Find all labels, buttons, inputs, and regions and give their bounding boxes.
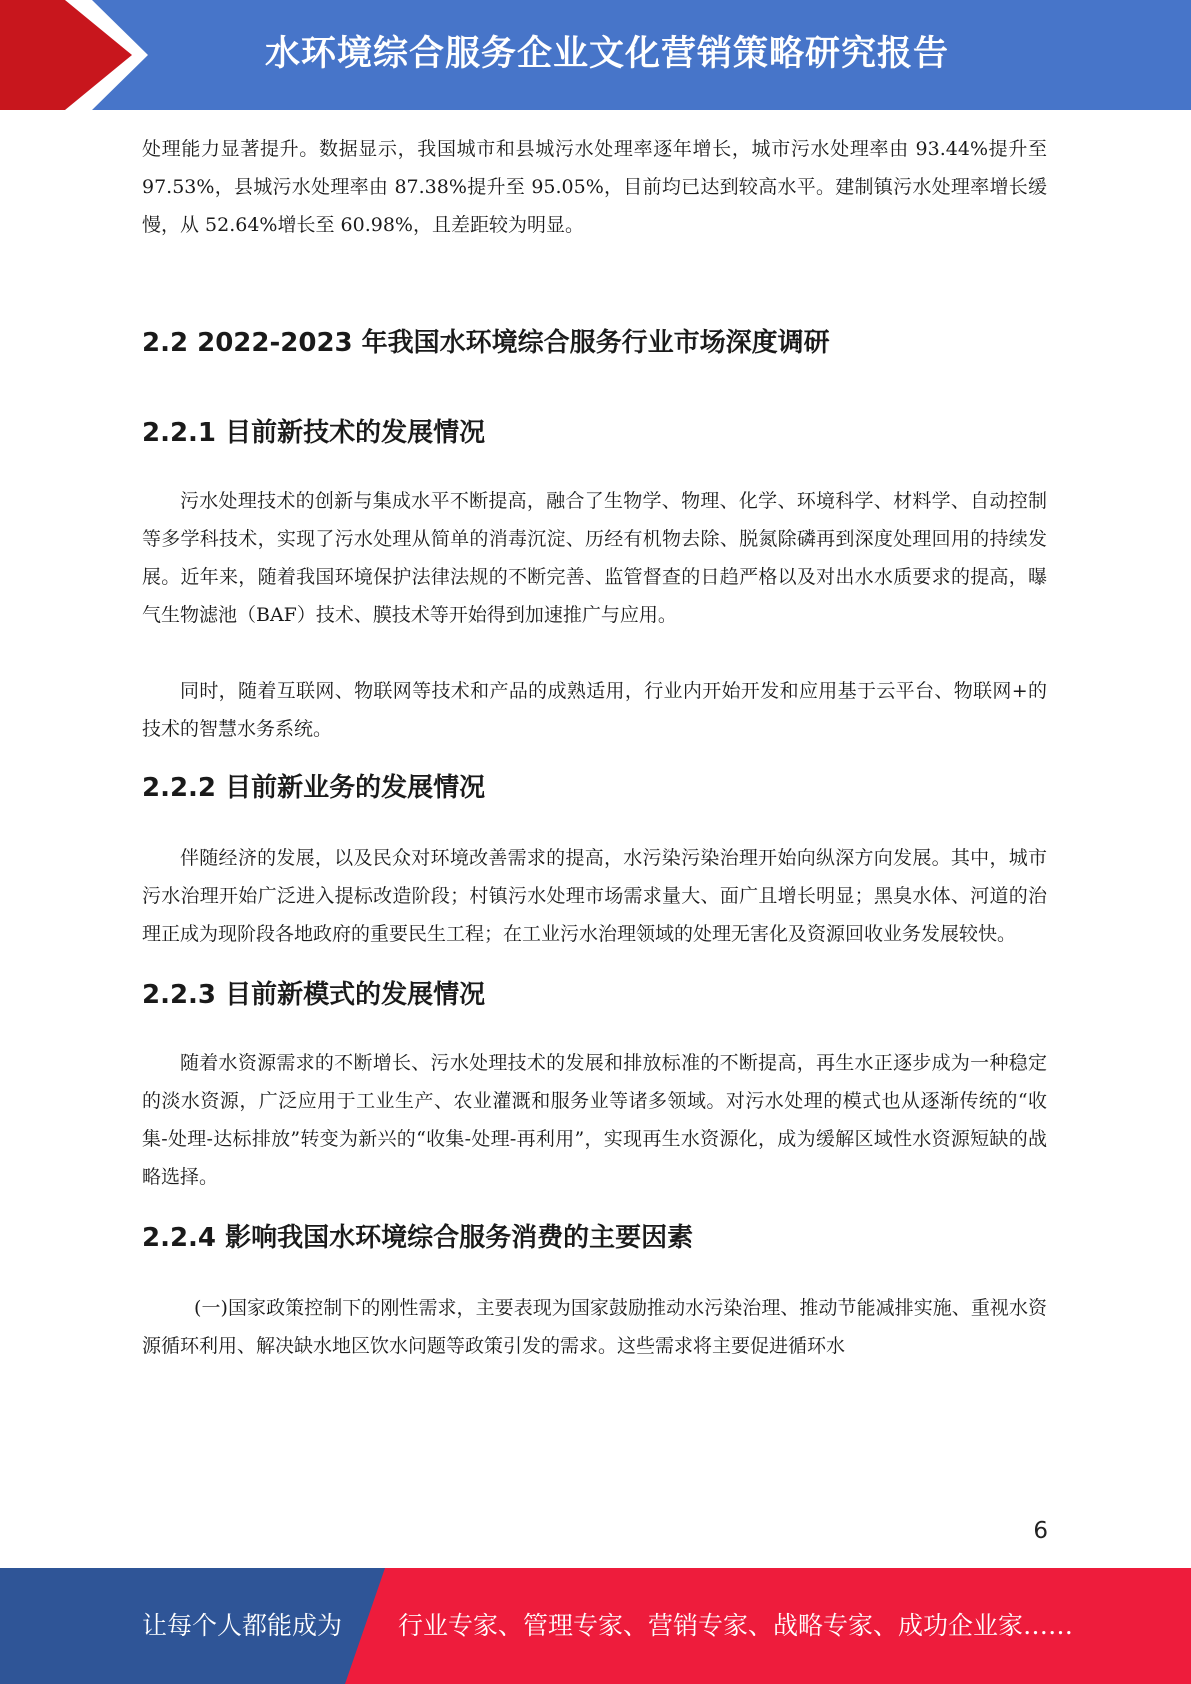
paragraph: 同时，随着互联网、物联网等技术和产品的成熟适用，行业内开始开发和应用基于云平台、物联网+的技术的智慧水务系统。	[142, 680, 1047, 740]
page-number: 6	[1033, 1518, 1048, 1544]
page-content	[142, 130, 1047, 1365]
paragraph: 伴随经济的发展，以及民众对环境改善需求的提高，水污染污染治理开始向纵深方向发展。其中，城市污水治理开始广泛进入提标改造阶段；村镇污水处理市场需求量大、面广且增长明显；黑臭水体、河道的治理正成为现阶段各地政府的重要民生工程；在工业污水治理领域的处理无害化及资源回收业务发展较快。	[142, 847, 1047, 945]
section-heading-2-2-2: 2.2.2 目前新业务的发展情况	[142, 773, 486, 803]
header-title: 水环境综合服务企业文化营销策略研究报告	[265, 34, 950, 74]
footer-slogan-left: 让每个人都能成为	[142, 1611, 343, 1640]
footer-slogan-right: 行业专家、管理专家、营销专家、战略专家、成功企业家……	[398, 1611, 1074, 1640]
page-header	[0, 0, 1191, 110]
paragraph: 处理能力显著提升。数据显示，我国城市和县城污水处理率逐年增长，城市污水处理率由 93.44%提升至 97.53%，县城污水处理率由 87.38%提升至 95.05%，目前均已达到较高水平。建制镇污水处理率增长缓慢，从 52.64%增长至 60.98%，且差距较为明显。	[142, 138, 1047, 236]
paragraph: 污水处理技术的创新与集成水平不断提高，融合了生物学、物理、化学、环境科学、材料学、自动控制等多学科技术，实现了污水处理从简单的消毒沉淀、历经有机物去除、脱氮除磷再到深度处理回用的持续发展。近年来，随着我国环境保护法律法规的不断完善、监管督查的日趋严格以及对出水水质要求的提高，曝气生物滤池（BAF）技术、膜技术等开始得到加速推广与应用。	[142, 490, 1047, 626]
paragraph: (一)国家政策控制下的刚性需求，主要表现为国家鼓励推动水污染治理、推动节能减排实施、重视水资源循环利用、解决缺水地区饮水问题等政策引发的需求。这些需求将主要促进循环水	[142, 1297, 1047, 1357]
section-heading-2-2-1: 2.2.1 目前新技术的发展情况	[142, 418, 486, 448]
section-heading-2-2-3: 2.2.3 目前新模式的发展情况	[142, 980, 486, 1010]
section-heading-2-2: 2.2 2022-2023 年我国水环境综合服务行业市场深度调研	[142, 328, 830, 358]
page-footer	[0, 1568, 1191, 1684]
section-heading-2-2-4: 2.2.4 影响我国水环境综合服务消费的主要因素	[142, 1223, 694, 1253]
header-red-arrow	[0, 0, 148, 110]
paragraph: 随着水资源需求的不断增长、污水处理技术的发展和排放标准的不断提高，再生水正逐步成为一种稳定的淡水资源，广泛应用于工业生产、农业灌溉和服务业等诸多领域。对污水处理的模式也从逐渐传统的“收集-处理-达标排放”转变为新兴的“收集-处理-再利用”，实现再生水资源化，成为缓解区域性水资源短缺的战略选择。	[142, 1052, 1047, 1188]
